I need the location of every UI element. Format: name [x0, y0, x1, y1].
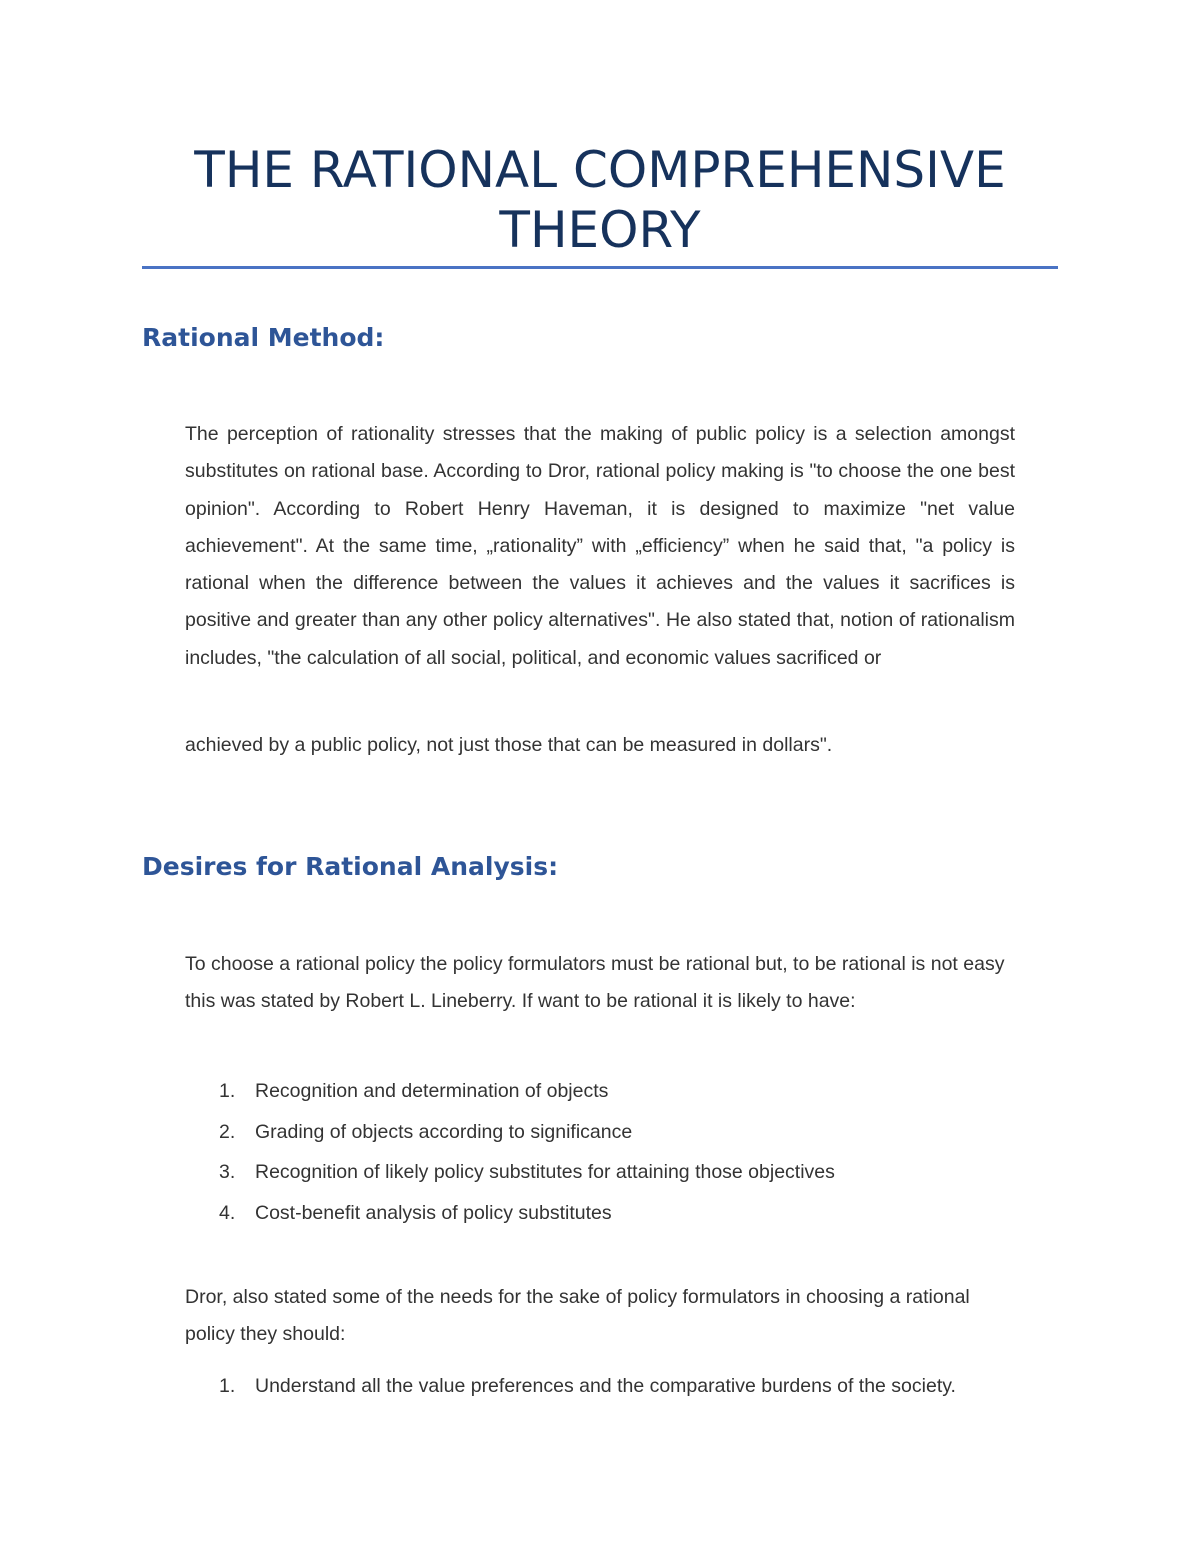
rational-method-paragraph-2: achieved by a public policy, not just those that can be measured in dollars". [185, 734, 833, 756]
list-item-text: Grading of objects according to significance [255, 1120, 633, 1143]
desires-paragraph-1: To choose a rational policy the policy formulators must be rational but, to be rational is not easy this was stated by Robert L. Lineberry. If want to be rational it is likely to have: [185, 953, 1005, 1013]
desires-paragraph-2: Dror, also stated some of the needs for the sake of policy formulators in choosing a rational policy they should: [185, 1286, 970, 1346]
list-item-text: Recognition and determination of objects [255, 1080, 609, 1102]
list-item-number: 3. [219, 1161, 236, 1183]
list-item [185, 1112, 835, 1153]
objects-numbered-list [185, 1071, 835, 1233]
list-item-number: 1. [219, 1080, 236, 1102]
list-item-number: 1. [219, 1375, 236, 1397]
list-item [185, 1152, 835, 1193]
list-item-text: Recognition of likely policy substitutes for attaining those objectives [255, 1161, 835, 1183]
list-item [185, 1071, 835, 1112]
needs-numbered-list [185, 1366, 956, 1407]
title-line-1: THE RATIONAL COMPREHENSIVE [194, 141, 1006, 199]
title-line-2: THEORY [499, 201, 701, 259]
list-item [185, 1193, 835, 1234]
list-item-number: 2. [219, 1120, 236, 1143]
document-title [142, 140, 1058, 260]
list-item-text: Cost-benefit analysis of policy substitutes [255, 1201, 612, 1224]
list-item [185, 1366, 956, 1407]
rational-method-paragraph-1: The perception of rationality stresses that the making of public policy is a selection amongst substitutes on rational base. According to Dror, rational policy making is "to choose the one best opinion". According to Robert Henry Haveman, it is designed to maximize "net value achievement". At the same time, „rationality” with „efficiency” when he said that, "a policy is rational when the difference between the values it achieves and the values it sacrifices is positive and greater than any other policy alternatives". He also stated that, notion of rationalism includes, "the calculation of all social, political, and economic values sacrificed or [185, 423, 1015, 669]
section-heading-rational-method: Rational Method: [142, 323, 385, 352]
list-item-number: 4. [219, 1201, 236, 1224]
title-underline-rule [142, 266, 1058, 269]
section-heading-desires-rational-analysis: Desires for Rational Analysis: [142, 852, 559, 881]
list-item-text: Understand all the value preferences and the comparative burdens of the society. [255, 1375, 956, 1397]
